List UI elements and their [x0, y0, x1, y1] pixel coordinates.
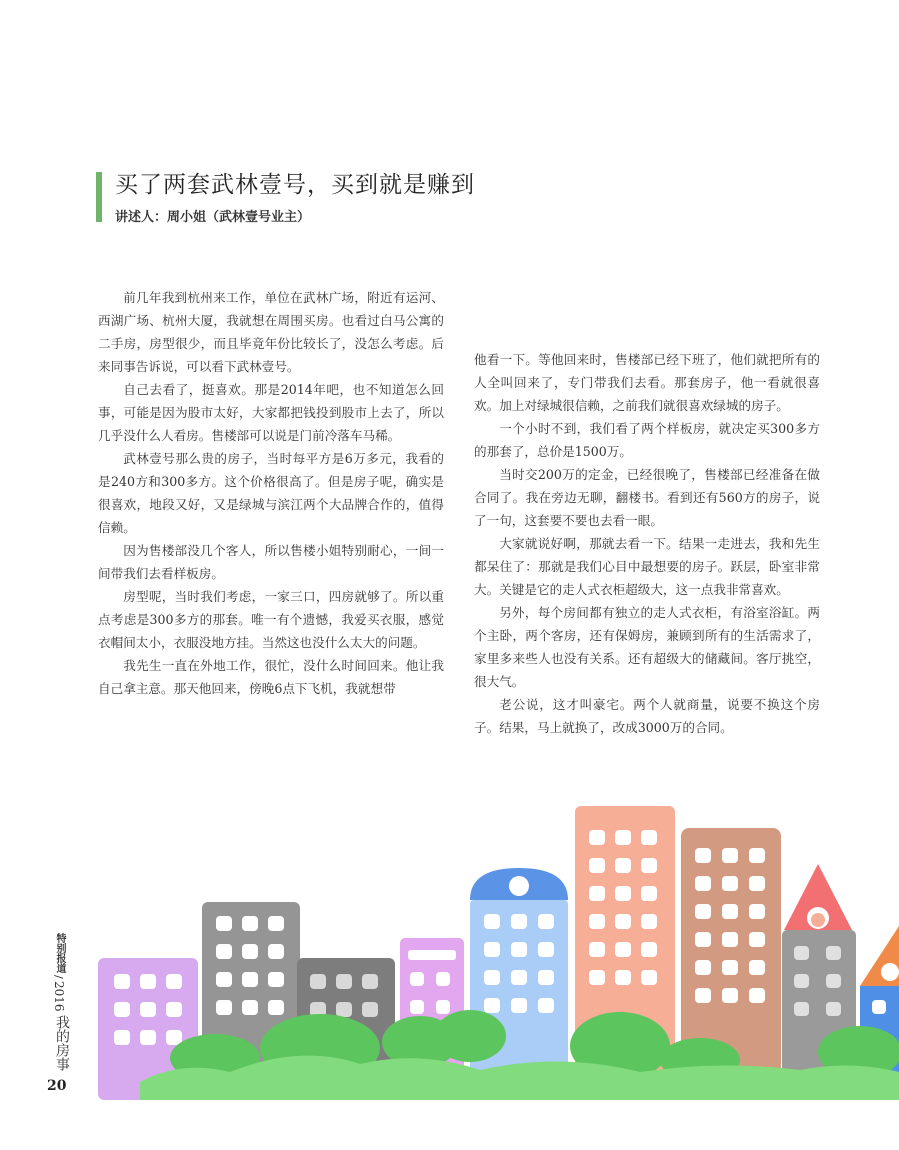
paragraph: 一个小时不到，我们看了两个样板房，就决定买300多方的那套了，总价是1500万。 [474, 421, 820, 459]
paragraph-continued: 他看一下。等他回来时，售楼部已经下班了，他们就把所有的人全叫回来了，专门带我们去看。那套房子，他一看就很喜欢。加上对绿城很信赖，之前我们就很喜欢绿城的房子。 [474, 352, 820, 413]
magazine-name: 我的房事 [54, 1015, 70, 1072]
title-accent-bar [96, 172, 102, 222]
paragraph: 前几年我到杭州来工作，单位在武林广场，附近有运河、西湖广场、杭州大厦，我就想在周围买房。也看过白马公寓的二手房，房型很少，而且毕竟年份比较长了，没怎么考虑。后来同事告诉说，可以看下武林壹号。 [98, 290, 444, 374]
separator: / [52, 975, 65, 979]
city-illustration [0, 790, 899, 1100]
paragraph: 当时交200万的定金，已经很晚了，售楼部已经准备在做合同了。我在旁边无聊，翻楼书。看到还有560方的房子，说了一句，这套要不要也去看一眼。 [474, 467, 820, 528]
paragraph: 我先生一直在外地工作，很忙，没什么时间回来。他让我自己拿主意。那天他回来，傍晚6点下飞机，我就想带 [98, 658, 444, 696]
paragraph: 老公说，这才叫豪宅。两个人就商量，说要不换这个房子。结果，马上就换了，改成3000万的合同。 [474, 697, 820, 735]
article-speaker: 讲述人：周小姐（武林壹号业主） [115, 210, 311, 225]
right-column [474, 348, 820, 739]
section-label: 特别报道 [54, 933, 65, 973]
paragraph: 因为售楼部没几个客人，所以售楼小姐特别耐心，一间一间带我们去看样板房。 [98, 543, 444, 581]
section-side-label [52, 933, 70, 1071]
article-title: 买了两套武林壹号，买到就是赚到 [115, 172, 475, 198]
paragraph: 自己去看了，挺喜欢。那是2014年吧，也不知道怎么回事，可能是因为股市太好，大家都把钱投到股市上去了，所以几乎没什么人看房。售楼部可以说是门前冷落车马稀。 [98, 382, 444, 443]
paragraph: 武林壹号那么贵的房子，当时每平方是6万多元，我看的是240方和300多方。这个价格很高了。但是房子呢，确实是很喜欢，地段又好，又是绿城与滨江两个大品牌合作的，值得信赖。 [98, 451, 444, 535]
paragraph: 大家就说好啊，那就去看一下。结果一走进去，我和先生都呆住了：那就是我们心目中最想要的房子。跃层，卧室非常大。关键是它的走人式衣柜超级大，这一点我非常喜欢。 [474, 536, 820, 597]
issue-year: 2016 [52, 980, 66, 1012]
paragraph: 房型呢，当时我们考虑，一家三口，四房就够了。所以重点考虑是300多方的那套。唯一有个遗憾，我爱买衣服，感觉衣帽间太小，衣服没地方挂。当然这也没什么太大的问题。 [98, 589, 444, 650]
left-column [98, 286, 444, 700]
paragraph: 另外，每个房间都有独立的走人式衣柜，有浴室浴缸。两个主卧，两个客房，还有保姆房，兼顾到所有的生活需求了，家里多来些人也没有关系。还有超级大的储藏间。客厅挑空，很大气。 [474, 605, 820, 689]
page-number: 20 [47, 1078, 67, 1094]
